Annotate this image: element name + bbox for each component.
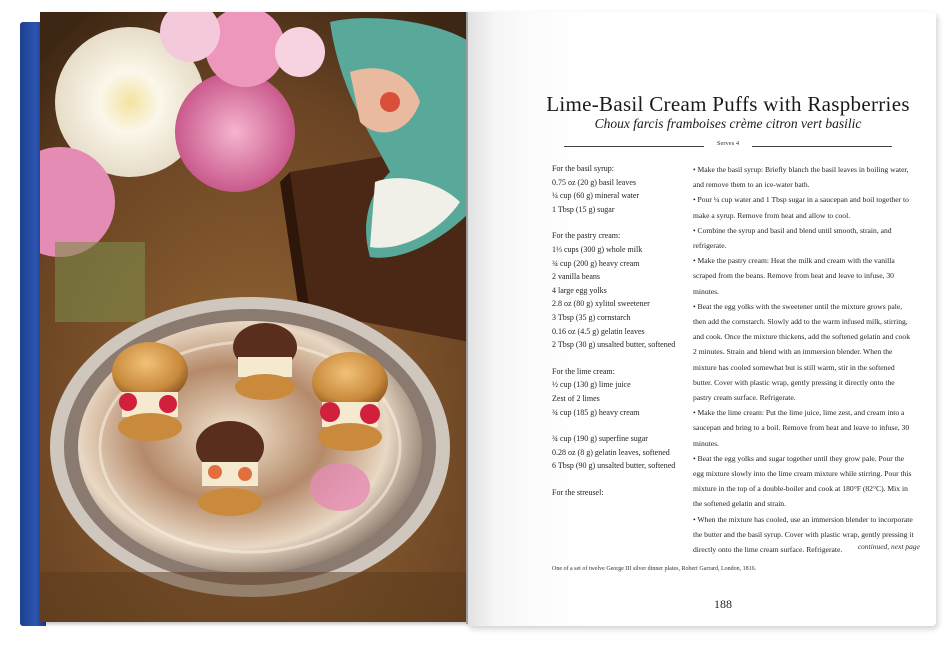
continued-note: continued, next page xyxy=(857,542,920,551)
direction-step: • Make the basil syrup: Briefly blanch the basil leaves in boiling water, and remove them to an ice-water bath. xyxy=(693,165,909,190)
ingredient-group-heading: For the streusel: xyxy=(552,487,604,497)
direction-step: • When the mixture has cooled, use an immersion blender to incorporate the butter and the basil syrup. Cover with plastic wrap, gently pressing it directly onto the lime cream surface. Refrigerate. xyxy=(693,514,914,555)
ingredient-item: 1⅓ cups (300 g) whole milk xyxy=(552,244,643,254)
page-number: 188 xyxy=(714,597,732,611)
ingredient-group-heading: For the pastry cream: xyxy=(552,231,621,241)
photo-caption: One of a set of twelve George III silver dinner plates, Robert Garrard, London, 1816. xyxy=(552,566,757,572)
ingredient-item: 6 Tbsp (90 g) unsalted butter, softened xyxy=(552,461,676,471)
ingredient-item: 2.8 oz (80 g) xylitol sweetener xyxy=(552,299,650,309)
open-book xyxy=(20,6,940,638)
ingredient-item: 4 large egg yolks xyxy=(552,285,607,295)
ingredient-item: ¾ cup (190 g) superfine sugar xyxy=(552,434,648,444)
ingredient-item: 0.16 oz (4.5 g) gelatin leaves xyxy=(552,326,645,336)
ingredient-item: ½ cup (130 g) lime juice xyxy=(552,380,631,390)
ingredient-group xyxy=(552,365,688,419)
ingredient-item: 1 Tbsp (15 g) sugar xyxy=(552,204,615,214)
divider-rule-right xyxy=(752,146,892,147)
ingredient-group xyxy=(552,162,688,216)
ingredient-group-heading: For the basil syrup: xyxy=(552,164,614,173)
direction-step: • Make the pastry cream: Heat the milk and cream with the vanilla scraped from the beans. Remove from heat and leave to infuse, 30 minutes. xyxy=(693,256,895,296)
ingredient-group xyxy=(552,486,688,500)
ingredient-item: 2 vanilla beans xyxy=(552,272,600,282)
ingredient-item: 0.75 oz (20 g) basil leaves xyxy=(552,177,636,187)
ingredient-group xyxy=(552,229,688,351)
direction-step: • Beat the egg yolks and sugar together until they grow pale. Pour the egg mixture slowly into the lime cream mixture while stirring. Pour this mixture in the top of a double-boiler and cook at 180°F (82°C). Mix in the softened gelatin and strain. xyxy=(693,453,912,509)
ingredient-item: ¾ cup (185 g) heavy cream xyxy=(552,407,640,417)
serves-divider xyxy=(564,140,892,152)
direction-step: • Beat the egg yolks with the sweetener until the mixture grows pale, then add the cornstarch. Slowly add to the warm infused milk, stirring, and cook. Once the mixture thickens, add the softened gelatin and cook 2 minutes. Strain and blend with an immersion blender. When the mixture has cooled somewhat but is still warm, stir in the softened butter. Cover with plastic wrap, gently pressing it directly onto the pastry cream surface. Refrigerate. xyxy=(693,301,910,403)
direction-step: • Pour ¼ cup water and 1 Tbsp sugar in a saucepan and boil together to make a syrup. Remove from heat and allow to cool. xyxy=(693,195,909,220)
ingredient-item: Zest of 2 limes xyxy=(552,393,600,403)
recipe-subtitle: Choux farcis framboises crème citron vert basilic xyxy=(594,116,862,131)
ingredient-item: ¼ cup (60 g) mineral water xyxy=(552,191,640,201)
ingredient-item: 0.28 oz (8 g) gelatin leaves, softened xyxy=(552,447,670,457)
ingredient-group xyxy=(552,432,688,473)
recipe-page xyxy=(468,12,936,626)
direction-step: • Combine the syrup and basil and blend until smooth, strain, and refrigerate. xyxy=(693,225,892,251)
ingredients-column xyxy=(552,162,688,512)
food-photograph xyxy=(40,12,470,622)
directions-column xyxy=(693,162,915,557)
direction-step: • Make the lime cream: Put the lime juice, lime zest, and cream into a saucepan and bring to a boil. Remove from heat and leave to infuse, 30 minutes. xyxy=(693,408,910,448)
ingredient-item: 2 Tbsp (30 g) unsalted butter, softened xyxy=(552,340,676,350)
ingredient-group-heading: For the lime cream: xyxy=(552,366,615,376)
ingredient-item: 3 Tbsp (35 g) cornstarch xyxy=(552,312,631,322)
recipe-title: Lime-Basil Cream Puffs with Raspberries xyxy=(546,92,910,116)
ingredient-item: ¾ cup (200 g) heavy cream xyxy=(552,258,640,268)
photo-illustration xyxy=(40,12,470,622)
serves-text: Serves 4 xyxy=(716,140,740,147)
